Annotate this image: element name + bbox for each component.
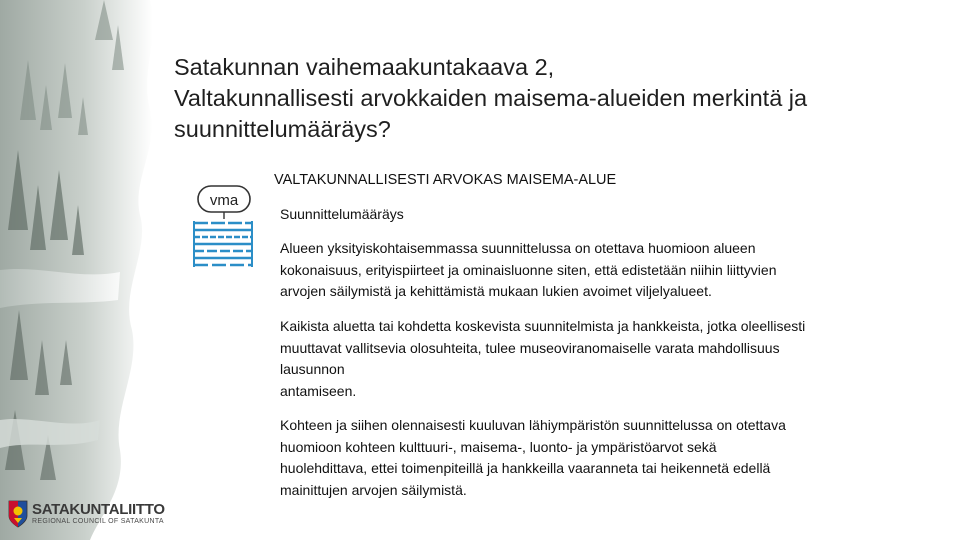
title-line-3: suunnittelumääräys? bbox=[174, 116, 391, 142]
satakuntaliitto-logo bbox=[8, 500, 178, 530]
paragraph-1-line: Alueen yksityiskohtaisemmassa suunnittelussa on otettava huomioon alueen bbox=[280, 240, 756, 256]
paragraph-3-line: huolehdittava, ettei toimenpiteillä ja hankkeilla vaaranneta tai heikennetä edellä bbox=[280, 460, 771, 476]
misty-forest-landscape-image bbox=[0, 0, 170, 540]
paragraph-3-line: Kohteen ja siihen olennaisesti kuuluvan lähiympäristön suunnittelussa on otettava bbox=[280, 417, 786, 433]
logo-name: SATAKUNTALIITTO bbox=[32, 501, 165, 518]
section-heading: VALTAKUNNALLISESTI ARVOKAS MAISEMA-ALUE bbox=[274, 172, 617, 188]
title-line-1: Satakunnan vaihemaakuntakaava 2, bbox=[174, 54, 555, 80]
paragraph-1-line: arvojen säilymistä ja kehittämistä mukaan lukien avoimet viljelyalueet. bbox=[280, 283, 712, 299]
paragraph-2-line: lausunnon bbox=[280, 361, 345, 377]
vma-map-symbol-icon bbox=[190, 183, 260, 269]
paragraph-1 bbox=[280, 238, 920, 303]
coat-of-arms-icon bbox=[8, 500, 28, 528]
title-line-2: Valtakunnallisesti arvokkaiden maisema-alueiden merkintä ja bbox=[174, 85, 808, 111]
section-subheading: Suunnittelumääräys bbox=[280, 206, 404, 222]
paragraph-3 bbox=[280, 415, 920, 501]
logo-subtitle: REGIONAL COUNCIL OF SATAKUNTA bbox=[32, 518, 164, 525]
paragraph-1-line: kokonaisuus, erityispiirteet ja ominaisluonne siten, että edistetään niihin liittyvien bbox=[280, 261, 777, 278]
paragraph-2-line: muuttavat vallitsevia olosuhteita, tulee museoviranomaiselle varata mahdollisuus bbox=[280, 339, 780, 356]
paragraph-3-line: mainittujen arvojen säilymistä. bbox=[280, 481, 467, 498]
slide-title bbox=[174, 52, 934, 145]
vma-symbol-label: vma bbox=[209, 192, 239, 209]
paragraph-2 bbox=[280, 316, 920, 402]
paragraph-3-line: huomioon kohteen kulttuuri-, maisema-, luonto- ja ympäristöarvot sekä bbox=[280, 438, 717, 455]
paragraph-2-line: Kaikista aluetta tai kohdetta koskevista suunnitelmista ja hankkeista, jotka oleellisesti bbox=[280, 318, 806, 334]
paragraph-2-line: antamiseen. bbox=[280, 382, 357, 399]
